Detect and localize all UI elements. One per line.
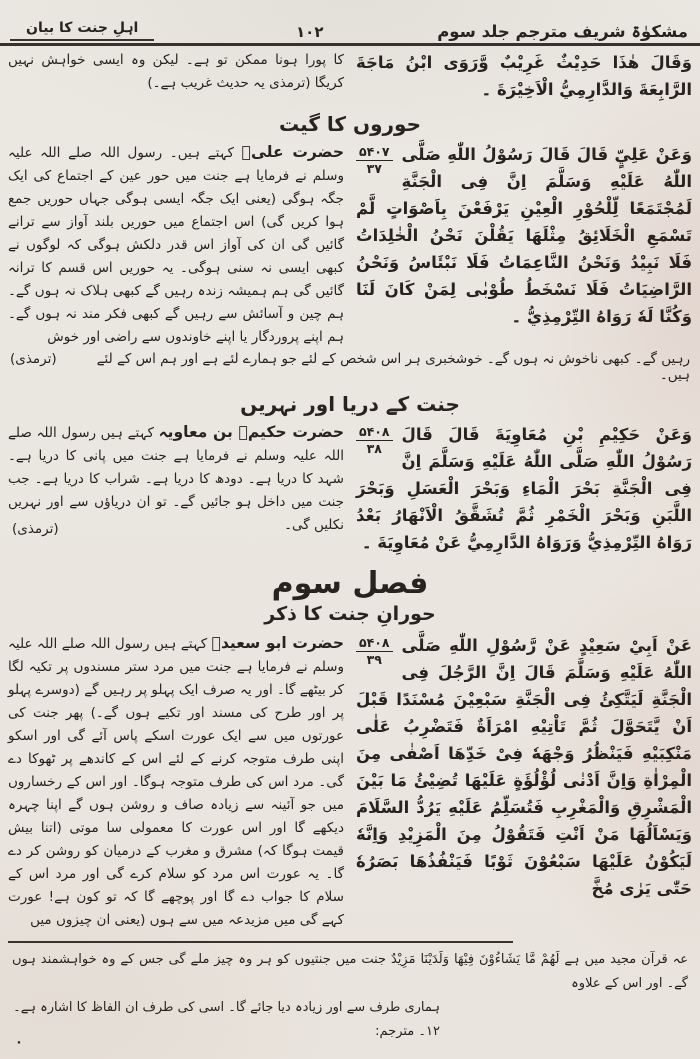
hadith-number <box>356 636 393 668</box>
urdu-column <box>8 632 344 932</box>
section-heading-hooron-ka-geet: حوروں کا گیت <box>278 112 421 136</box>
urdu-translation <box>8 421 344 537</box>
footnote-line-1: عہ قرآن مجید میں ہے لَهُمْ مَّا يَشَاءُوْنَ فِيْهَا وَلَدَيْنَا مَزِيْدٌ جنت میں جنتیوں کو ہر وہ چیز ملے گی جس کے وہ خواہشمند ہوں گے۔ اور اس کے علاوہ <box>12 952 688 991</box>
chapter-heading-fasl-som: فصل سوم <box>271 566 429 601</box>
urdu-translation-text: کہتے ہیں رسول اللہ صلے اللہ علیہ وسلم نے فرمایا ہے جنت میں مرد ستر مسندوں پر تکیہ لگا کر بیٹھے گا۔ اور یہ صرف ایک پہلو پر رہیں گے (دوسرے پہلو پر اور طرح کی مسند اور تکیے ہوں گے۔) پھر جنت کی عورتوں میں سے ایک عورت اسکے پاس آئے گی اور اسکو اپنی طرف متوجہ کرنے کے لئے اس کے کاندھے پر ٹھوکا دے گی۔ مرد اس کی طرف متوجہ ہوگا۔ اور اس کے رخساروں میں جو آئینہ سے زیادہ صاف و روشن ہوں گے اپنا چہرہ دیکھے گا اور اس عورت کا معمولی سا موتی (اتنا بیش قیمت ہوگا کہ) مشرق و مغرب کے درمیان کو روشن کر دے گا۔ یہ عورت اس مرد کو سلام کرے گی اور مرد اس کے سلام کا جواب دے گا اور پوچھے گا کہ تو کون ہے! عورت کہے گی میں مزیدعہ میں سے ہوں (یعنی ان چیزوں میں <box>8 636 344 928</box>
footnote-line-2: ہماری طرف سے اور زیادہ دیا جائے گا۔ اسی کی طرف ان الفاظ کا اشارہ ہے۔ ۱۲۔ مترجم: <box>13 1000 440 1039</box>
hadith-serial-number: ۵۴۰۸ <box>356 636 393 652</box>
hadith-5409-row <box>0 632 700 932</box>
arabic-hadith-text <box>356 141 692 330</box>
hadith-local-number: ۳۸ <box>366 441 382 457</box>
hadith-serial-number: ۵۴۰۸ <box>356 425 393 441</box>
urdu-column <box>8 421 344 538</box>
hadith-number <box>356 425 393 457</box>
chapter-subheading-hooran-e-jannat: حورانِ جنت کا ذکر <box>264 603 436 625</box>
hadith-local-number: ۳۹ <box>366 652 382 668</box>
arabic-hadith-text <box>356 632 692 902</box>
narrator-name: حضرت ابو سعیدؓ <box>211 634 344 652</box>
running-head-chapter: اہلِ جنت کا بیان <box>10 20 154 41</box>
header-rule <box>0 43 700 46</box>
urdu-column <box>8 141 344 349</box>
page-header <box>0 0 700 41</box>
translator-footnote <box>0 943 700 1044</box>
arabic-hadith-text <box>356 421 692 556</box>
citation-tirmidhi: (ترمذی) <box>10 351 57 367</box>
arabic-column <box>356 632 692 902</box>
arabic-column <box>356 141 692 330</box>
urdu-translation-text: کہتے ہیں رسول اللہ صلے اللہ علیہ وسلم نے فرمایا ہے جنت میں پانی کا دریا ہے۔ شہد کا دریا ہے۔ دودھ کا دریا ہے۔ شراب کا دریا ہے۔ جب جنت میں داخل ہو جائیں گے۔ تو ان دریاؤں سے اور نہریں نکلیں گی۔ <box>8 425 344 533</box>
arabic-column <box>356 421 692 556</box>
arabic-column <box>356 49 692 103</box>
urdu-continuation-text: کا پورا ہونا ممکن تو ہے۔ لیکن وہ ایسی خواہش نہیں کریگا (ترمذی یہ حدیث غریب ہے۔) <box>8 52 344 91</box>
hadith-5408-row <box>0 421 700 556</box>
page-number: ۱۰۲ <box>296 23 324 41</box>
hadith-number <box>356 145 393 177</box>
hadith-serial-number: ۵۴۰۷ <box>356 145 393 161</box>
urdu-translation <box>8 632 344 932</box>
hadith-local-number: ۳۷ <box>366 161 382 177</box>
arabic-text: وَعَنْ عَلِيٍّ قَالَ قَالَ رَسُوْلُ اللّٰهِ صَلَّى اللّٰهُ عَلَيْهِ وَسَلَّمَ اِنَّ فِى الْجَنَّةِ لَمُجْتَمَعًا لِّلْحُوْرِ الْعِيْنِ يَرْفَعْنَ بِاَصْوَاتٍ لَّمْ تَسْمَعِ الْخَلَائِقُ مِثْلَهَا يَقُلْنَ نَحْنُ الْخٰلِدَاتُ فَلَا نَبِيْدُ وَنَحْنُ النَّاعِمَاتُ فَلَا نَبْئَاسُ وَنَحْنُ الرَّاضِيَاتُ فَلَا نَسْخَطُ طُوْبٰى لِمَنْ كَانَ لَنَا وَكُنَّا لَهٗ رَوَاهُ التِّرْمِذِيُّ ۔ <box>356 145 692 326</box>
running-head-book-title: مشکوٰۃ شریف مترجم جلد سوم <box>437 22 688 41</box>
arabic-continuation-text: وَقَالَ هٰذَا حَدِيْثٌ غَرِيْبٌ وَّرَوَى ابْنُ مَاجَةَ الرَّابِعَةَ وَالدَّارِمِيُّ الْاَخِيْرَةَ ۔ <box>356 53 692 99</box>
urdu-translation <box>8 141 344 349</box>
print-mark: ۰ <box>15 1035 23 1050</box>
urdu-tail-text: رہیں گے۔ کبھی ناخوش نہ ہوں گے۔ خوشخبری ہر اس شخص کے لئے جو ہمارے لئے ہے اور ہم اس کے لئے ہیں۔ <box>96 351 690 383</box>
hadith-5407-row <box>0 141 700 349</box>
continuation-row <box>0 49 700 103</box>
arabic-text: وَعَنْ حَكِيْمِ بْنِ مُعَاوِيَةَ قَالَ قَالَ رَسُوْلُ اللّٰهِ صَلَّى اللّٰهُ عَلَيْهِ وَسَلَّمَ اِنَّ فِى الْجَنَّةِ بَحْرَ الْمَاءِ وَبَحْرَ الْعَسَلِ وَبَحْرَ اللَّبَنِ وَبَحْرَ الْخَمْرِ ثُمَّ تُشَقَّقُ الْاَنْهَارُ بَعْدُ رَوَاهُ التِّرْمِذِيُّ وَرَوَاهُ الدَّارِمِيُّ عَنْ مُعَاوِيَةَ ۔ <box>356 425 692 552</box>
citation-tirmidhi: (ترمذی) <box>12 521 59 537</box>
arabic-text: عَنْ اَبِيْ سَعِيْدٍ عَنْ رَّسُوْلِ اللّٰهِ صَلَّى اللّٰهُ عَلَيْهِ وَسَلَّمَ قَالَ اِنَّ الرَّجُلَ فِى الْجَنَّةِ لَيَتَّكِئُ فِى الْجَنَّةِ سَبْعِيْنَ مُسْنَدًا قَبْلَ اَنْ يَّتَحَوَّلَ ثُمَّ تَاْتِيْهِ امْرَاَةٌ فَتَضْرِبُ عَلٰى مَنْكِبَيْهِ فَيَنْظُرُ وَجْهَهٗ فِىْ خَدِّهَا اَصْفٰى مِنَ الْمِرْاٰةِ وَاِنَّ اَدْنٰى لُؤْلُؤَةٍ عَلَيْهَا تُضِيْئُ مَا بَيْنَ الْمَشْرِقِ وَالْمَغْرِبِ فَتُسَلِّمُ عَلَيْهِ يَرُدُّ السَّلَامَ وَيَسْاَلُهَا مَنْ اَنْتِ فَتَقُوْلُ مِنَ الْمَزِيْدِ وَاِنَّهٗ لَيَكُوْنُ عَلَيْهَا سَبْعُوْنَ ثَوْبًا فَيَنْفُذُهَا بَصَرُهٗ حَتّٰى يَرٰى مُخَّ <box>356 636 692 898</box>
urdu-fullwidth-line <box>0 349 700 383</box>
urdu-column <box>8 49 344 95</box>
narrator-name: حضرت علیؓ <box>241 143 344 161</box>
narrator-name: حضرت حکیمؓ بن معاویہ <box>158 423 344 441</box>
urdu-translation-text: کہتے ہیں۔ رسول اللہ صلے اللہ علیہ وسلم نے فرمایا ہے جنت میں حور عین کے اجتماع کی ایک جگہ ہوگی (یعنی ایک جگہ ایسی ہوگی جہاں حوریں جمع ہوا کریں گی) اس اجتماع میں حوریں بلند آواز سے ترانے گائیں گی ان کی آواز اس قدر دلکش ہوگی کہ لوگوں نے کبھی ایسی نہ سنی ہوگی۔ یہ حوریں اس قسم کا ترانہ گائیں گی ہم ہمیشہ زندہ رہیں گے کبھی ہلاک نہ ہوں گے۔ ہم چین و آسائش سے رہیں گے کبھی فکر مند نہ ہوں گے۔ ہم اپنے پروردگار یا اپنے خاوندوں سے راضی اور خوش <box>8 145 344 345</box>
section-heading-jannat-ke-darya: جنت کے دریا اور نہریں <box>240 392 460 416</box>
